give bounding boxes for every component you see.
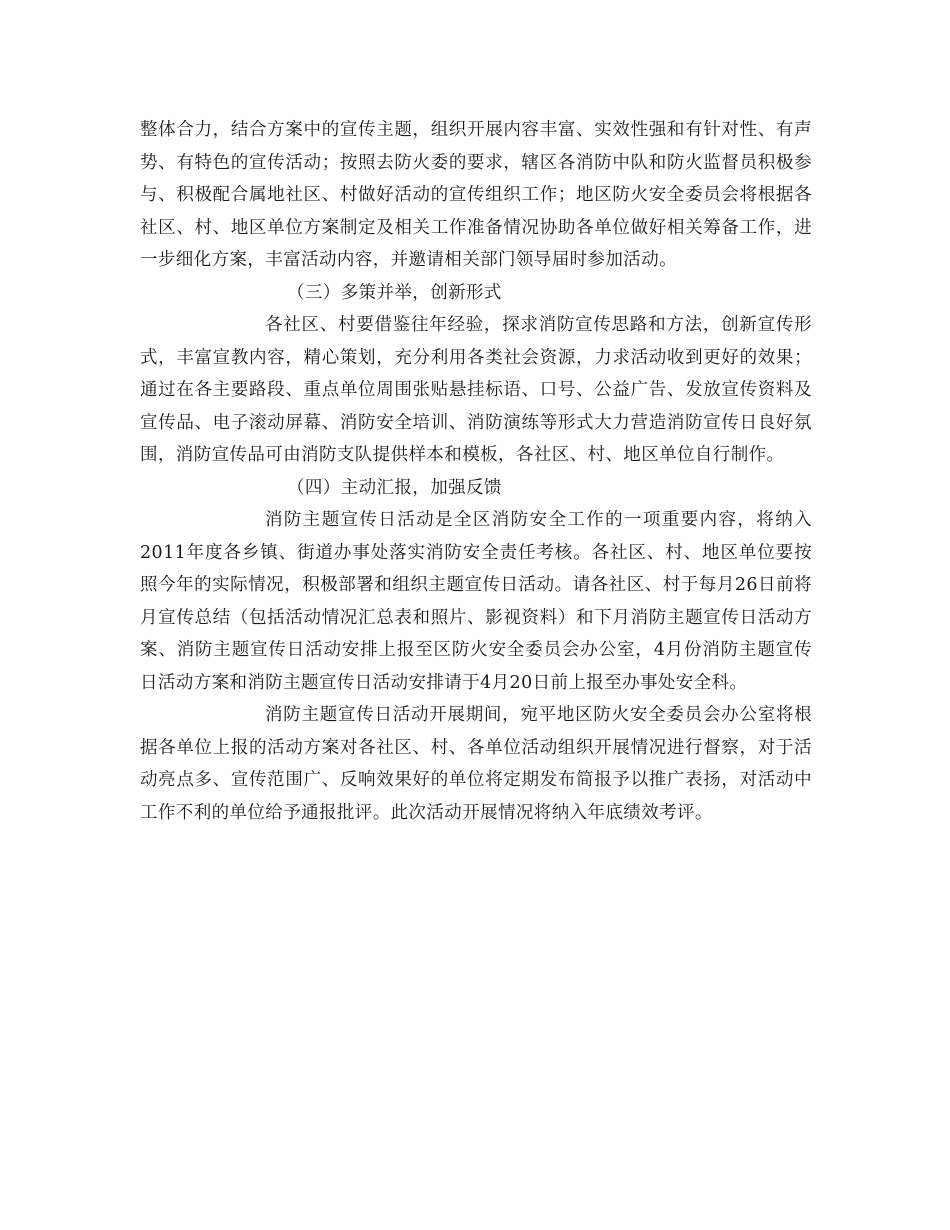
section-heading-4: （四）主动汇报，加强反馈	[287, 477, 502, 498]
paragraph-reporting: 消防主题宣传日活动是全区消防安全工作的一项重要内容，将纳入2011年度各乡镇、街道办事处落实消防安全责任考核。各社区、村、地区单位要按照今年的实际情况，积极部署和组织主题宣传日活动。请各社区、村于每月26日前将月宣传总结（包括活动情况汇总表和照片、影视资料）和下月消防主题宣传日活动方案、消防主题宣传日活动安排上报至区防火安全委员会办公室，4月份消防主题宣传日活动方案和消防主题宣传日活动安排请于4月20日前上报至办事处安全科。	[140, 510, 812, 693]
paragraph-innovation: 各社区、村要借鉴往年经验，探求消防宣传思路和方法，创新宣传形式，丰富宣教内容，精心策划，充分利用各类社会资源，力求活动收到更好的效果；通过在各主要路段、重点单位周围张贴悬挂标语、口号、公益广告、发放宣传资料及宣传品、电子滚动屏幕、消防安全培训、消防演练等形式大力营造消防宣传日良好氛围，消防宣传品可由消防支队提供样本和模板，各社区、村、地区单位自行制作。	[140, 315, 812, 465]
paragraph-supervision: 消防主题宣传日活动开展期间，宛平地区防火安全委员会办公室将根据各单位上报的活动方案对各社区、村、各单位活动组织开展情况进行督察，对于活动亮点多、宣传范围广、反响效果好的单位将定期发布简报予以推广表扬，对活动中工作不利的单位给予通报批评。此次活动开展情况将纳入年底绩效考评。	[140, 705, 812, 823]
paragraph-continued: 整体合力，结合方案中的宣传主题，组织开展内容丰富、实效性强和有针对性、有声势、有特色的宣传活动；按照去防火委的要求，辖区各消防中队和防火监督员积极参与、积极配合属地社区、村做好活动的宣传组织工作；地区防火安全委员会将根据各社区、村、地区单位方案制定及相关工作准备情况协助各单位做好相关筹备工作，进一步细化方案，丰富活动内容，并邀请相关部门领导届时参加活动。	[140, 120, 812, 270]
document-body	[140, 114, 812, 829]
section-heading-3: （三）多策并举，创新形式	[287, 282, 502, 303]
